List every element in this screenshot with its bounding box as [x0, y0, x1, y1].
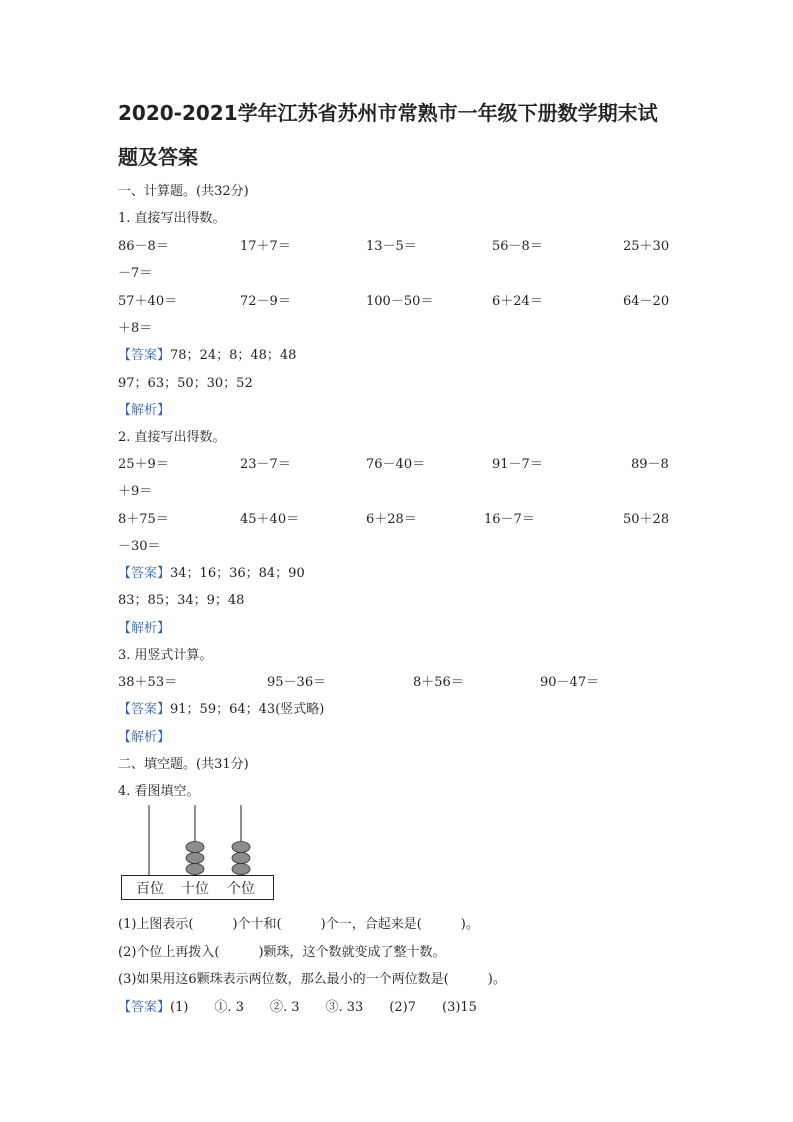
q1-r2-c2: 72－9＝	[240, 294, 291, 309]
q2-r2-c1: 8＋75＝	[118, 512, 169, 527]
q1-answer-line2: 97；63；50；30；52	[118, 376, 253, 391]
abacus-bead-tens	[186, 864, 204, 875]
q1-r2-c4: 6＋24＝	[492, 294, 543, 309]
q1-r1-c1: 86－8＝	[118, 239, 169, 254]
abacus-figure	[118, 805, 278, 901]
abacus-beads	[186, 842, 250, 875]
q1-answer-line1	[118, 344, 296, 363]
q1-r1-c4: 56－8＝	[492, 239, 543, 254]
q2-r1-c5: 89－8	[631, 457, 669, 472]
abacus-bead-ones	[232, 864, 250, 875]
q2-r1-c3: 76－40＝	[366, 457, 426, 472]
q2-answer-line2: 83；85；34；9；48	[118, 593, 245, 608]
q1-r2-c1: 57＋40＝	[118, 294, 178, 309]
abacus-bead-tens	[186, 853, 204, 864]
q3-c4: 90－47＝	[540, 675, 600, 690]
section-heading-calculation: 一、计算题。(共32分)	[118, 184, 249, 199]
abacus-label-ones: 个位	[227, 881, 255, 897]
q2-r2-c2: 45＋40＝	[240, 512, 300, 527]
question-3-heading: 3. 用竖式计算。	[118, 648, 213, 663]
q3-c1: 38＋53＝	[118, 675, 178, 690]
q2-r1-continuation: ＋9＝	[118, 484, 153, 499]
q4-sub-question-1: (1)上图表示( )个十和( )个一，合起来是( )。	[118, 917, 479, 932]
q2-r1-c2: 23－7＝	[240, 457, 291, 472]
q1-r2-continuation: ＋8＝	[118, 321, 153, 336]
abacus-bead-ones	[232, 842, 250, 853]
q1-r1-c5: 25＋30	[623, 239, 670, 254]
abacus-label-tens: 十位	[181, 881, 209, 897]
q4-sub-question-2: (2)个位上再拨入( )颗珠，这个数就变成了整十数。	[118, 945, 446, 960]
abacus-bead-tens	[186, 842, 204, 853]
q1-r1-c2: 17＋7＝	[240, 239, 291, 254]
abacus-bead-ones	[232, 853, 250, 864]
answer-tag: 【答案】	[118, 702, 171, 717]
q4-sub-question-3: (3)如果用这6颗珠表示两位数，那么最小的一个两位数是( )。	[118, 972, 506, 987]
q1-analysis-tag: 【解析】	[118, 403, 171, 418]
q3-answer-values: 91；59；64；43(竖式略)	[170, 702, 325, 717]
q1-r1-c3: 13－5＝	[366, 239, 417, 254]
document-title-line1: 2020-2021学年江苏省苏州市常熟市一年级下册数学期末试	[118, 101, 658, 125]
q2-answer-line1	[118, 562, 305, 581]
q2-r2-c4: 16－7＝	[484, 512, 535, 527]
question-2-heading: 2. 直接写出得数。	[118, 430, 226, 445]
answer-tag: 【答案】	[118, 1000, 171, 1015]
document-title-line2: 题及答案	[118, 145, 198, 169]
answer-tag: 【答案】	[118, 566, 171, 581]
q2-r2-c3: 6＋28＝	[366, 512, 417, 527]
answer-tag: 【答案】	[118, 348, 171, 363]
q1-answer-values1: 78；24；8；48；48	[170, 348, 297, 363]
question-4-heading: 4. 看图填空。	[118, 784, 200, 799]
q1-r1-continuation: －7＝	[118, 266, 153, 281]
q2-r1-c4: 91－7＝	[492, 457, 543, 472]
q2-r2-continuation: －30＝	[118, 539, 161, 554]
q1-r2-c5: 64－20	[623, 294, 670, 309]
q4-answer-line	[118, 996, 477, 1015]
abacus-label-hundreds: 百位	[136, 881, 164, 897]
q1-r2-c3: 100－50＝	[366, 294, 434, 309]
q2-r1-c1: 25＋9＝	[118, 457, 169, 472]
q2-r2-c5: 50＋28	[623, 512, 670, 527]
q3-c2: 95－36＝	[267, 675, 327, 690]
q4-answer-values: (1) ①. 3 ②. 3 ③. 33 (2)7 (3)15	[170, 1000, 477, 1015]
q2-answer-values1: 34；16；36；84；90	[170, 566, 305, 581]
q3-analysis-tag: 【解析】	[118, 730, 171, 745]
section-heading-fill-in: 二、填空题。(共31分)	[118, 757, 249, 772]
q3-c3: 8＋56＝	[413, 675, 464, 690]
q2-analysis-tag: 【解析】	[118, 621, 171, 636]
q3-answer-line	[118, 698, 324, 717]
question-1-heading: 1. 直接写出得数。	[118, 211, 226, 226]
